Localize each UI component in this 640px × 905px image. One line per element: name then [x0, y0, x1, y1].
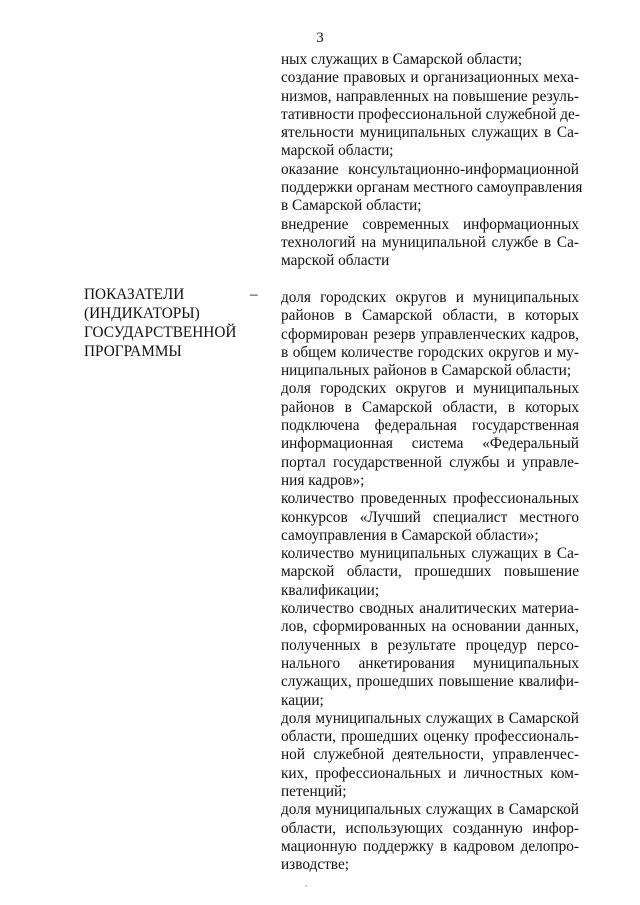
- indicators-heading: [84, 285, 259, 361]
- indicator-line: ной служебной деятельности, управленчес-: [281, 746, 579, 764]
- indicator-line: сформирован резерв управленческих кадров,: [281, 325, 579, 343]
- indicator-line: доля городских округов и муниципальных: [281, 380, 579, 398]
- indicator-line: количество проведенных профессиональных: [281, 490, 579, 508]
- indicator-line: количество сводных аналитических материа-: [281, 600, 579, 618]
- scan-speck: [305, 885, 307, 887]
- continuation-line: марской области: [281, 252, 390, 270]
- heading-dash: –: [250, 286, 258, 303]
- continuation-text: [281, 51, 583, 271]
- indicator-line: подключена федеральная государственная: [281, 417, 579, 435]
- continuation-line: ных служащих в Самарской области;: [281, 51, 523, 68]
- indicator-line: лов, сформированных на основании данных,: [281, 618, 579, 636]
- heading-line: ПОКАЗАТЕЛИ: [84, 286, 185, 303]
- indicator-line: квалификации;: [281, 581, 380, 599]
- indicator-line: изводстве;: [281, 856, 349, 874]
- continuation-line: поддержки органам местного самоуправления: [281, 179, 583, 197]
- continuation-line: создание правовых и организационных меха-: [281, 69, 579, 87]
- continuation-line: тативности профессиональной служебной де-: [281, 105, 580, 123]
- indicator-line: доля муниципальных служащих в Самарской: [281, 709, 579, 727]
- indicator-line: портал государственной службы и управле-: [281, 453, 579, 471]
- indicator-line: районов в Самарской области, в которых: [281, 398, 579, 416]
- indicator-line: мационную поддержку в кадровом делопро-: [281, 837, 579, 855]
- indicator-line: информационная система «Федеральный: [281, 435, 579, 453]
- indicator-line: марской области, прошедших повышение: [281, 563, 579, 581]
- indicator-line: полученных в результате процедур персо-: [281, 636, 579, 654]
- continuation-line: марской области;: [281, 142, 394, 160]
- indicator-line: ких, профессиональных и личностных ком-: [281, 764, 579, 782]
- indicator-line: доля городских округов и муниципальных: [281, 289, 579, 306]
- indicator-line: нального анкетирования муниципальных: [281, 654, 579, 672]
- heading-line: ПРОГРАММЫ: [84, 343, 182, 360]
- indicator-line: районов в Самарской области, в которых: [281, 307, 579, 325]
- indicator-line: самоуправления в Самарской области»;: [281, 526, 539, 544]
- continuation-line: ятельности муниципальных служащих в Са-: [281, 124, 579, 142]
- indicator-line: доля муниципальных служащих в Самарской: [281, 801, 579, 819]
- indicator-line: ниципальных районов в Самарской области;: [281, 362, 572, 380]
- continuation-line: в Самарской области;: [281, 197, 422, 215]
- continuation-line: оказание консультационно-информационной: [281, 160, 579, 178]
- indicator-line: кации;: [281, 691, 324, 709]
- indicators-list: [281, 289, 579, 875]
- indicator-line: количество муниципальных служащих в Са-: [281, 545, 579, 563]
- indicator-line: петенций;: [281, 783, 347, 801]
- continuation-line: технологий на муниципальной службе в Са-: [281, 233, 579, 251]
- continuation-line: низмов, направленных на повышение резуль-: [281, 87, 579, 105]
- page-number: 3: [316, 30, 324, 46]
- indicator-line: ния кадров»;: [281, 471, 365, 489]
- heading-line: ГОСУДАРСТВЕННОЙ: [84, 324, 237, 341]
- indicator-line: конкурсов «Лучший специалист местного: [281, 508, 579, 526]
- heading-line: (ИНДИКАТОРЫ): [84, 305, 200, 322]
- continuation-line: внедрение современных информационных: [281, 215, 579, 233]
- indicator-line: области, использующих созданную инфор-: [281, 819, 579, 837]
- indicator-line: области, прошедших оценку профессиональ-: [281, 728, 579, 746]
- indicator-line: служащих, прошедших повышение квалифи-: [281, 673, 579, 691]
- indicator-line: в общем количестве городских округов и му-: [281, 343, 579, 361]
